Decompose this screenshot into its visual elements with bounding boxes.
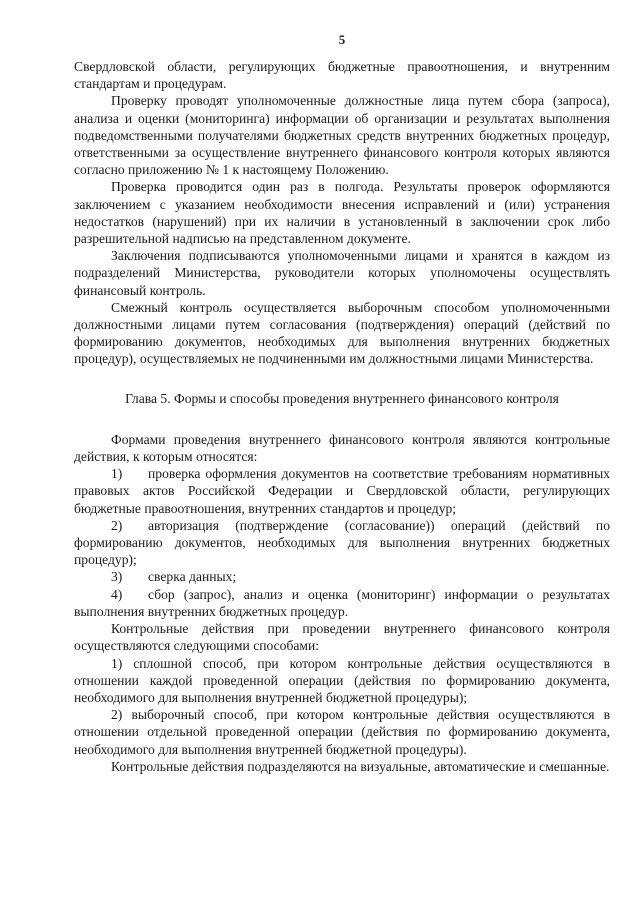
list-item [74,465,610,517]
list-item [74,586,610,620]
list-text: сбор (запрос), анализ и оценка (мониторинг) информации о результатах выполнения внутренних бюджетных процедур. [74,586,610,619]
paragraph-closing: Контрольные действия подразделяются на визуальные, автоматические и смешанные. [111,758,610,774]
method-continuous: 1) сплошной способ, при котором контрольные действия осуществляются в отношении каждой проведенной операции (действия по формированию документа, необходимого для выполнения внутренней бюджетной процедуры); [74,655,610,705]
page-number: 5 [338,32,346,47]
list-number: 4) [111,586,123,602]
list-number: 1) [111,466,123,482]
list-text: проверка оформления документов на соответствие требованиям нормативных правовых актов Российской Федерации и Свердловской области, регулирующих бюджетные правоотношения, внутренних стандартов и процедур; [74,466,610,516]
paragraph-conclusions: Заключения подписываются уполномоченными лицами и хранятся в каждом из подразделений Министерства, руководители которых уполномочены осуществлять финансовый контроль. [74,248,610,298]
paragraph-inspection-frequency: Проверка проводится один раз в полгода. Результаты проверок оформляются заключением с указанием необходимости внесения исправлений и (или) устранения недостатков (нарушений) при их наличии в установленный в заключении срок либо разрешительной надписью на представленном документе. [74,179,610,247]
list-item [74,568,610,585]
paragraph-continuation: Свердловской области, регулирующих бюджетные правоотношения, и внутренним стандартам и процедурам. [74,59,610,92]
chapter-heading: Глава 5. Формы и способы проведения внутреннего финансового контроля [125,390,559,406]
list-number: 3) [111,569,123,585]
method-selective: 2) выборочный способ, при котором контрольные действия осуществляются в отношении отдельной проведенной операции (действия по формированию документа, необходимого для выполнения внутренней бюджетной процедуры). [74,707,610,757]
paragraph-forms-intro: Формами проведения внутреннего финансового контроля являются контрольные действия, к которым относятся: [74,431,610,465]
paragraph-inspection: Проверку проводят уполномоченные должностные лица путем сбора (запроса), анализа и оценки (мониторинга) информации об организации и результатах выполнения подведомственными получателями бюджетных средств внутренних бюджетных процедур, ответственными за осуществление внутреннего финансового контроля которых являются согласно приложению № 1 к настоящему Положению. [74,93,610,178]
list-text: сверка данных; [148,569,237,585]
paragraph-adjacent-control: Смежный контроль осуществляется выборочным способом уполномоченными должностными лицами путем согласования (подтверждения) операций (действий по формированию документов, необходимых для выполнения внутренних бюджетных процедур), осуществляемых не подчиненными им должностными лицами Министерства. [74,299,610,367]
paragraph-methods-intro: Контрольные действия при проведении внутреннего финансового контроля осуществляются следующими способами: [74,621,610,654]
list-number: 2) [111,517,123,533]
list-item [74,517,610,569]
list-text: авторизация (подтверждение (согласование)) операций (действий по формированию документов, необходимых для выполнения внутренних бюджетных процедур); [74,517,610,568]
